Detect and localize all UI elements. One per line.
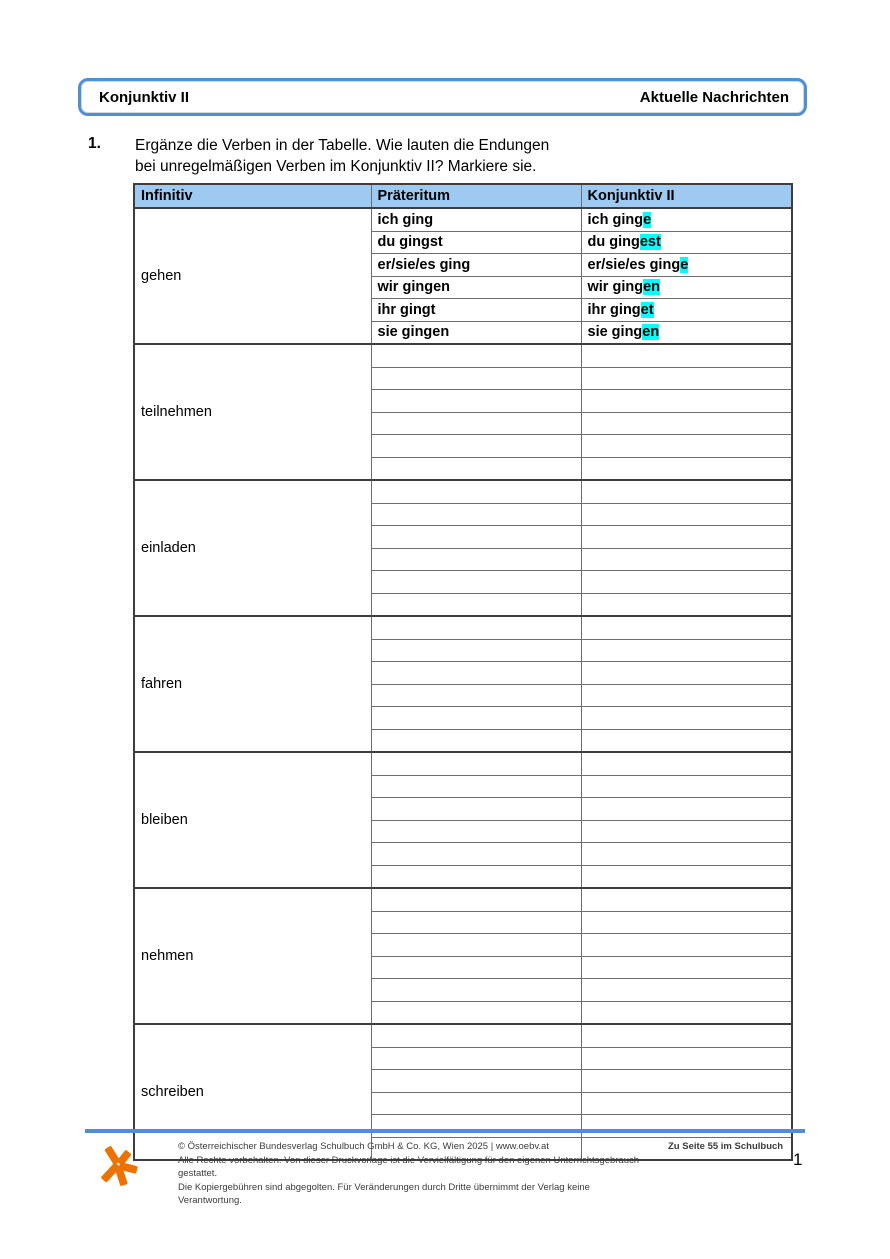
konjunktiv-cell <box>581 593 792 616</box>
page-number: 1 <box>793 1150 803 1169</box>
konjunktiv-cell <box>581 1024 792 1047</box>
konjunktiv-cell <box>581 798 792 821</box>
schoolbook-page-reference: Zu Seite 55 im Schulbuch <box>668 1141 784 1152</box>
praeteritum-cell <box>371 820 581 843</box>
praeteritum-cell: sie gingen <box>371 321 581 344</box>
konjunktiv-cell <box>581 843 792 866</box>
konjunktiv-cell <box>581 480 792 503</box>
konjunktiv-cell <box>581 526 792 549</box>
praeteritum-cell <box>371 344 581 367</box>
praeteritum-cell: wir gingen <box>371 276 581 299</box>
praeteritum-cell <box>371 457 581 480</box>
konjunktiv-cell <box>581 344 792 367</box>
konjunktiv-cell <box>581 934 792 957</box>
konjunktiv-cell <box>581 571 792 594</box>
konjunktiv-cell <box>581 956 792 979</box>
infinitive-cell: einladen <box>134 480 371 616</box>
konjunktiv-cell <box>581 412 792 435</box>
table-row <box>134 752 792 775</box>
praeteritum-cell <box>371 1024 581 1047</box>
table-row <box>134 480 792 503</box>
table-row <box>134 344 792 367</box>
infinitive-cell: gehen <box>134 208 371 344</box>
infinitive-cell: nehmen <box>134 888 371 1024</box>
praeteritum-cell <box>371 1092 581 1115</box>
praeteritum-cell <box>371 503 581 526</box>
konjunktiv-cell <box>581 367 792 390</box>
worksheet-topic: Aktuelle Nachrichten <box>639 88 789 106</box>
konjunktiv-cell <box>581 662 792 685</box>
konjunktiv-cell <box>581 435 792 458</box>
footer-copyright-line3: Die Kopiergebühren sind abgegolten. Für Veränderungen durch Dritte übernimmt der Verlag keine Verantwortung. <box>178 1181 590 1206</box>
infinitive-cell: schreiben <box>134 1024 371 1160</box>
konjunktiv-cell <box>581 639 792 662</box>
konjunktiv-cell <box>581 1001 792 1024</box>
praeteritum-cell <box>371 1047 581 1070</box>
konjunktiv-cell <box>581 1070 792 1093</box>
konjunktiv-cell: du gingest <box>581 231 792 254</box>
table-row <box>134 888 792 911</box>
praeteritum-cell <box>371 865 581 888</box>
praeteritum-cell <box>371 639 581 662</box>
task-instruction-line1: Ergänze die Verben in der Tabelle. Wie lauten die Endungen <box>135 137 550 154</box>
praeteritum-cell <box>371 752 581 775</box>
konjunktiv-cell: wir gingen <box>581 276 792 299</box>
grammar-table-body <box>134 208 792 1160</box>
footer-divider-line <box>85 1129 805 1133</box>
konjunktiv-cell <box>581 616 792 639</box>
praeteritum-cell <box>371 526 581 549</box>
konjunktiv-cell: sie gingen <box>581 321 792 344</box>
column-header-infinitiv: Infinitiv <box>134 184 371 208</box>
praeteritum-cell: ihr gingt <box>371 299 581 322</box>
highlighted-ending: e <box>643 211 652 228</box>
task-instruction <box>135 135 695 177</box>
highlighted-ending: e <box>680 256 689 273</box>
footer-copyright <box>178 1140 648 1208</box>
praeteritum-cell <box>371 571 581 594</box>
konjunktiv-cell <box>581 911 792 934</box>
konjunktiv-cell <box>581 775 792 798</box>
praeteritum-cell <box>371 798 581 821</box>
praeteritum-cell <box>371 435 581 458</box>
praeteritum-cell <box>371 775 581 798</box>
konjunktiv-cell <box>581 865 792 888</box>
praeteritum-cell <box>371 911 581 934</box>
praeteritum-cell <box>371 1070 581 1093</box>
konjunktiv-cell <box>581 684 792 707</box>
praeteritum-cell <box>371 979 581 1002</box>
oebv-asterisk-logo <box>97 1141 139 1189</box>
praeteritum-cell <box>371 548 581 571</box>
konjunktiv-cell <box>581 503 792 526</box>
praeteritum-cell <box>371 616 581 639</box>
column-header-konjunktiv2: Konjunktiv II <box>581 184 792 208</box>
konjunktiv-cell <box>581 707 792 730</box>
konjunktiv-cell <box>581 888 792 911</box>
column-header-praeteritum: Präteritum <box>371 184 581 208</box>
praeteritum-cell <box>371 684 581 707</box>
infinitive-cell: bleiben <box>134 752 371 888</box>
konjunktiv-cell: ihr ginget <box>581 299 792 322</box>
footer-copyright-line2: Alle Rechte vorbehalten. Von dieser Druckvorlage ist die Vervielfältigung für den eigenen Unterrichtsgebrauch gestattet. <box>178 1154 640 1179</box>
praeteritum-cell: er/sie/es ging <box>371 254 581 277</box>
konjunktiv-cell <box>581 1092 792 1115</box>
table-row <box>134 616 792 639</box>
worksheet-title: Konjunktiv II <box>99 88 189 106</box>
praeteritum-cell <box>371 707 581 730</box>
praeteritum-cell <box>371 480 581 503</box>
konjunktiv-cell: ich ginge <box>581 208 792 231</box>
praeteritum-cell <box>371 888 581 911</box>
konjunktiv-cell <box>581 752 792 775</box>
highlighted-ending: en <box>642 324 660 341</box>
konjunktiv-cell <box>581 548 792 571</box>
praeteritum-cell <box>371 662 581 685</box>
praeteritum-cell <box>371 1001 581 1024</box>
konjunktiv-cell <box>581 820 792 843</box>
footer-copyright-line1: © Österreichischer Bundesverlag Schulbuch GmbH & Co. KG, Wien 2025 | www.oebv.at <box>178 1141 549 1152</box>
verb-table <box>133 183 793 1161</box>
konjunktiv-cell <box>581 1115 792 1138</box>
konjunktiv-cell <box>581 457 792 480</box>
task-instruction-line2: bei unregelmäßigen Verben im Konjunktiv II? Markiere sie. <box>135 158 537 175</box>
praeteritum-cell <box>371 593 581 616</box>
table-row <box>134 208 792 231</box>
highlighted-ending: et <box>640 301 654 318</box>
praeteritum-cell <box>371 390 581 413</box>
highlighted-ending: en <box>643 279 661 296</box>
praeteritum-cell <box>371 956 581 979</box>
infinitive-cell: fahren <box>134 616 371 752</box>
task-number: 1. <box>88 135 101 152</box>
praeteritum-cell <box>371 1115 581 1138</box>
infinitive-cell: teilnehmen <box>134 344 371 480</box>
konjunktiv-cell: er/sie/es ginge <box>581 254 792 277</box>
konjunktiv-cell <box>581 1047 792 1070</box>
header-box <box>78 78 807 116</box>
praeteritum-cell: ich ging <box>371 208 581 231</box>
praeteritum-cell <box>371 367 581 390</box>
praeteritum-cell <box>371 412 581 435</box>
konjunktiv-cell <box>581 979 792 1002</box>
praeteritum-cell: du gingst <box>371 231 581 254</box>
praeteritum-cell <box>371 843 581 866</box>
highlighted-ending: est <box>639 234 661 251</box>
praeteritum-cell <box>371 729 581 752</box>
konjunktiv-cell <box>581 390 792 413</box>
table-row <box>134 1024 792 1047</box>
praeteritum-cell <box>371 934 581 957</box>
table-header-row <box>134 184 792 208</box>
konjunktiv-cell <box>581 729 792 752</box>
